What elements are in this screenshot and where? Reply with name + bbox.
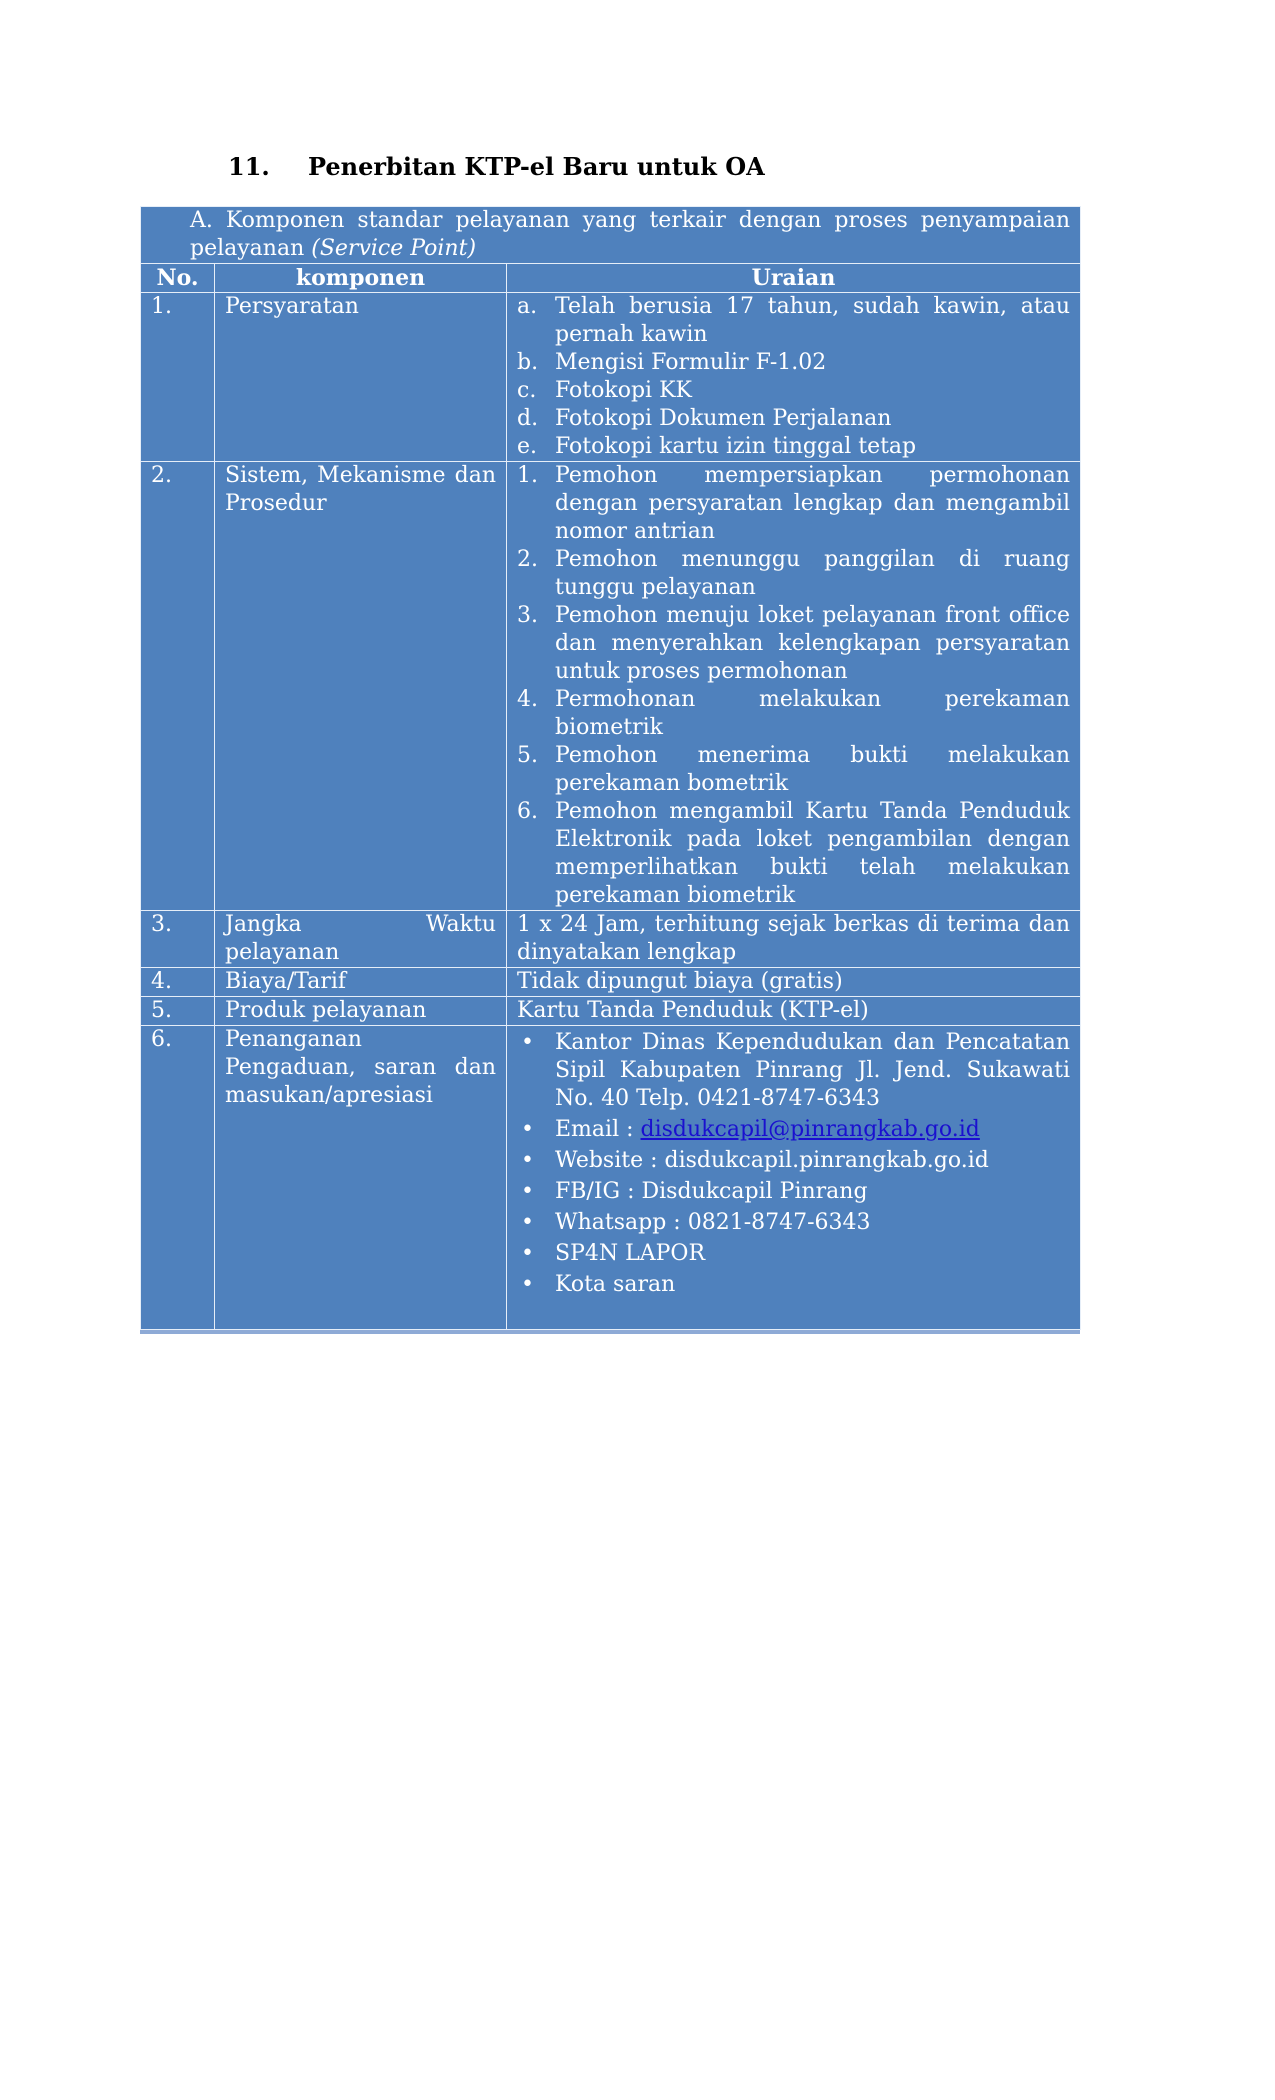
- service-standard-table-wrap: [140, 206, 1080, 1334]
- row-uraian: Tidak dipungut biaya (gratis): [507, 968, 1081, 997]
- section-heading: [228, 152, 765, 182]
- list-item: • Email : disdukcapil@pinrangkab.go.id: [517, 1116, 1070, 1144]
- table-title-italic: (Service Point): [311, 236, 477, 261]
- bullet-icon: •: [521, 1148, 534, 1173]
- row-number: 4.: [141, 968, 215, 997]
- list-item: 1. Pemohon mempersiapkan permohonan dengan persyaratan lengkap dan mengambil nomor antrian: [517, 463, 1070, 544]
- list-item: 6. Pemohon mengambil Kartu Tanda Penduduk Elektronik pada loket pengambilan dengan memperlihatkan bukti telah melakukan perekaman biometrik: [517, 799, 1070, 908]
- table-row: [141, 997, 1081, 1026]
- header-uraian: Uraian: [507, 264, 1081, 293]
- table-title-cell: [141, 207, 1081, 264]
- row-uraian: [507, 293, 1081, 462]
- list-item: 5. Pemohon menerima bukti melakukan perekaman bometrik: [517, 743, 1070, 796]
- row-uraian: [507, 1026, 1081, 1330]
- list-item: e. Fotokopi kartu izin tinggal tetap: [517, 434, 917, 459]
- header-no: No.: [141, 264, 215, 293]
- table-title-text: A. Komponen standar pelayanan yang terkair dengan proses penyampaian pelayanan: [190, 208, 1070, 261]
- list-item: b. Mengisi Formulir F-1.02: [517, 350, 827, 375]
- requirements-list: [517, 293, 1070, 461]
- contact-list: [517, 1029, 1070, 1299]
- list-item: 2. Pemohon menunggu panggilan di ruang tunggu pelayanan: [517, 547, 1070, 600]
- procedure-list: [517, 462, 1070, 910]
- list-item: 3. Pemohon menuju loket pelayanan front office dan menyerahkan kelengkapan persyaratan untuk proses permohonan: [517, 603, 1070, 684]
- row-uraian: [507, 462, 1081, 911]
- list-item: • Kota saran: [517, 1271, 1070, 1299]
- list-item: • Whatsapp : 0821-8747-6343: [517, 1209, 1070, 1237]
- list-item: • SP4N LAPOR: [517, 1240, 1070, 1268]
- row-uraian: Kartu Tanda Penduduk (KTP-el): [507, 997, 1081, 1026]
- row-number: 2.: [141, 462, 215, 911]
- bullet-icon: •: [521, 1030, 534, 1055]
- list-item: 4. Permohonan melakukan perekaman biometrik: [517, 687, 1070, 740]
- table-header-row: [141, 264, 1081, 293]
- row-number: 6.: [141, 1026, 215, 1330]
- row-number: 3.: [141, 911, 215, 968]
- row-komponen: Persyaratan: [215, 293, 507, 462]
- list-item: c. Fotokopi KK: [517, 378, 692, 403]
- section-number: 11.: [228, 152, 270, 181]
- table-row: [141, 462, 1081, 911]
- bullet-icon: •: [521, 1117, 534, 1142]
- table-bottom-rule: [140, 1330, 1080, 1334]
- bullet-icon: •: [521, 1179, 534, 1204]
- table-row: [141, 911, 1081, 968]
- row-uraian: 1 x 24 Jam, terhitung sejak berkas di terima dan dinyatakan lengkap: [507, 911, 1081, 968]
- table-row: [141, 968, 1081, 997]
- list-item: d. Fotokopi Dokumen Perjalanan: [517, 406, 892, 431]
- row-komponen: Jangka Waktu pelayanan: [215, 911, 507, 968]
- list-item: • Kantor Dinas Kependudukan dan Pencatatan Sipil Kabupaten Pinrang Jl. Jend. Sukawati No. 40 Telp. 0421-8747-6343: [517, 1029, 1070, 1113]
- table-row: [141, 293, 1081, 462]
- header-komponen: komponen: [215, 264, 507, 293]
- section-title: Penerbitan KTP-el Baru untuk OA: [308, 152, 765, 181]
- bullet-icon: •: [521, 1272, 534, 1297]
- bullet-icon: •: [521, 1241, 534, 1266]
- row-komponen: Sistem, Mekanisme dan Prosedur: [215, 462, 507, 911]
- table-title-row: [141, 207, 1081, 264]
- bullet-icon: •: [521, 1210, 534, 1235]
- row-komponen: Biaya/Tarif: [215, 968, 507, 997]
- email-link[interactable]: disdukcapil@pinrangkab.go.id: [640, 1117, 980, 1142]
- list-item: • Website : disdukcapil.pinrangkab.go.id: [517, 1147, 1070, 1175]
- list-item: a. Telah berusia 17 tahun, sudah kawin, atau pernah kawin: [517, 294, 1070, 347]
- table-row: [141, 1026, 1081, 1330]
- row-komponen: Penanganan Pengaduan, saran dan masukan/apresiasi: [215, 1026, 507, 1330]
- row-komponen: Produk pelayanan: [215, 997, 507, 1026]
- list-item: • FB/IG : Disdukcapil Pinrang: [517, 1178, 1070, 1206]
- row-number: 1.: [141, 293, 215, 462]
- row-number: 5.: [141, 997, 215, 1026]
- service-standard-table: [140, 206, 1081, 1330]
